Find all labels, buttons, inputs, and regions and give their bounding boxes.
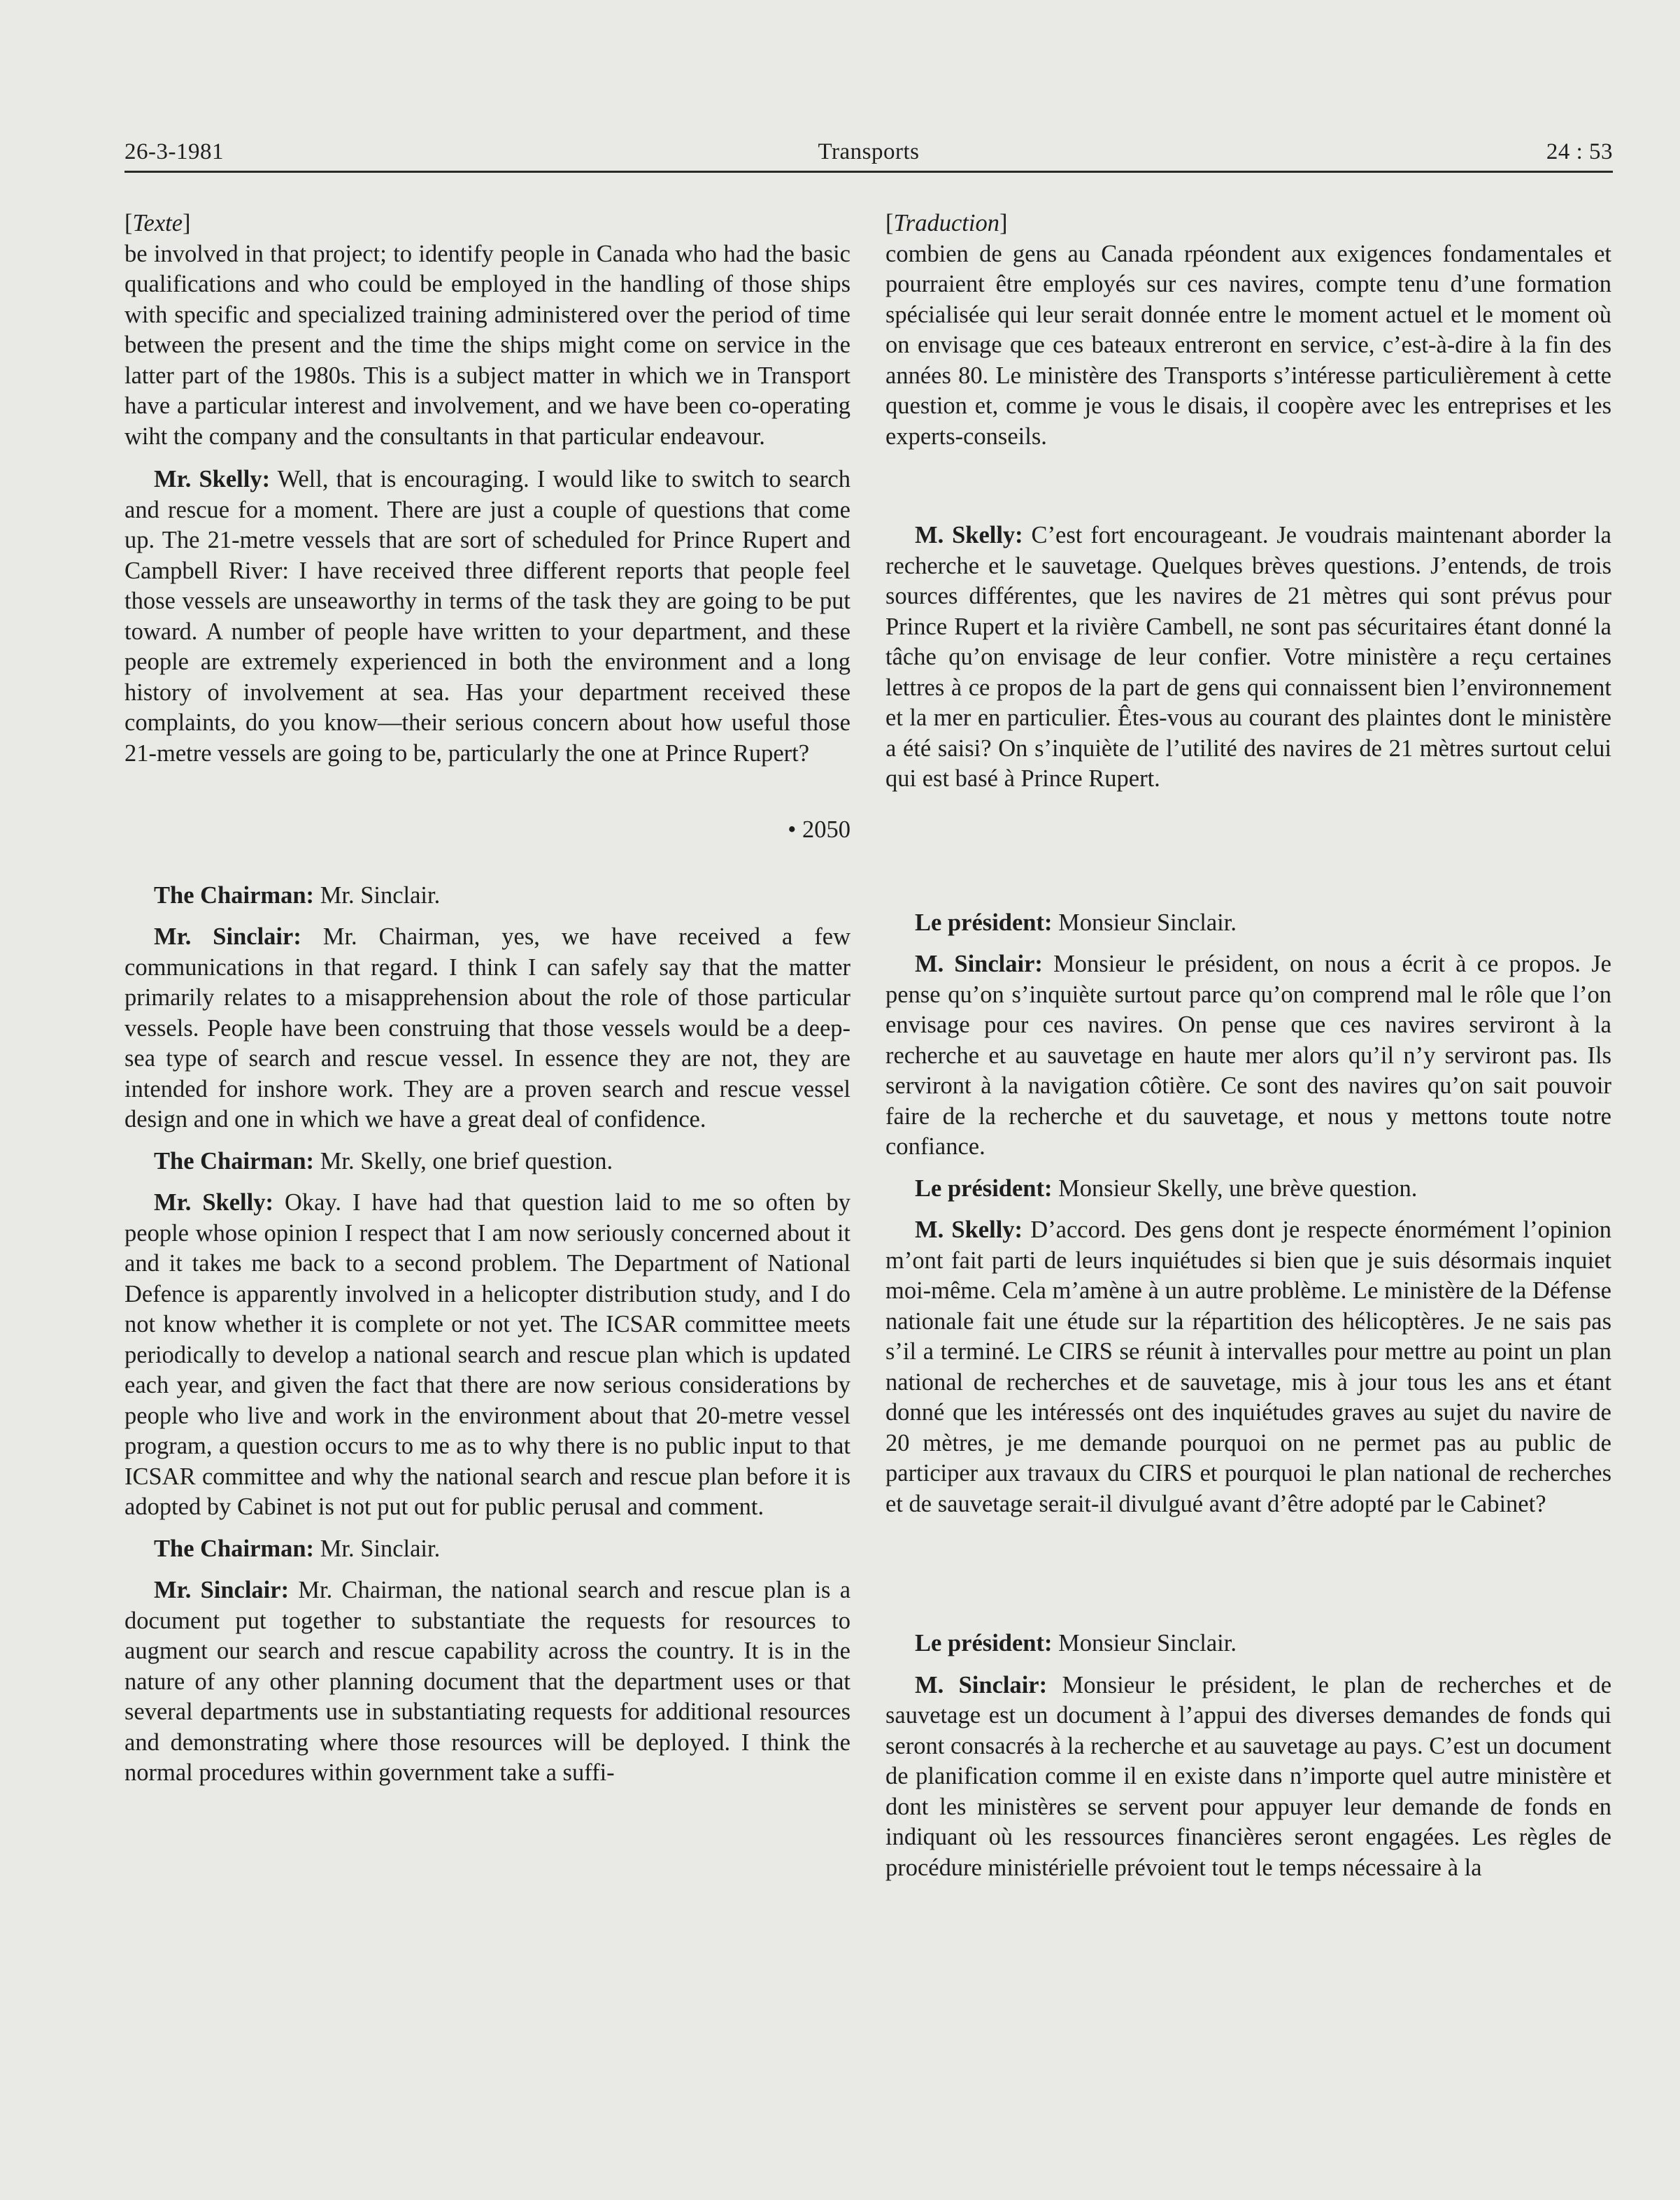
paragraph: Mr. Skelly: Okay. I have had that question laid to me so often by people whose opinion I respect that I am now seriously concerned about it and it takes me back to a second problem. The Department of National Defence is apparently involved in a helicopter distribution study, and I do not know whether it is complete or not yet. The ICSAR committee meets periodically to develop a national search and rescue plan which is updated each year, and given the fact that there are now serious considerations by people who live and work in the environment about that 20-metre vessel program, a question occurs to me as to why there is no public input to that ICSAR committee and why the national search and rescue plan before it is adopted by Cabinet is not put out for public perusal and comment. [124, 1189, 850, 1520]
paragraph: M. Skelly: C’est fort encourageant. Je voudrais maintenant aborder la recherche et le sauvetage. Quelques brèves questions. J’entends, de trois sources différentes, que les navires de 21 mètres qui sont prévus pour Prince Rupert et la rivière Cambell, ne sont pas sécuritaires étant donné la tâche qu’on envisage de leur confier. Votre ministère a reçu certaines lettres à ce propos de la part de gens qui connaissent bien l’environnement et la mer en particulier. Êtes-vous au courant des plaintes dont le ministère a été saisi? On s’inquiète de l’utilité des navires de 21 mètres surtout celui qui est basé à Prince Rupert. [885, 522, 1611, 792]
speaker-label: Mr. Sinclair: [154, 1577, 290, 1603]
paragraph: Le président: Monsieur Sinclair. [915, 1630, 1237, 1656]
paragraph: The Chairman: Mr. Skelly, one brief question. [154, 1147, 613, 1174]
speaker-label: The Chairman: [154, 1147, 315, 1174]
speaker-label: Mr. Sinclair: [154, 923, 301, 950]
speaker-label: The Chairman: [154, 1535, 315, 1562]
english-column [124, 208, 850, 1800]
french-column [885, 208, 1611, 1894]
column-tag-traduction: [Traduction] [885, 210, 1008, 236]
column-tag-texte: [Texte] [124, 210, 191, 236]
paragraph: M. Sinclair: Monsieur le président, on nous a écrit à ce propos. Je pense qu’on s’inquiète surtout parce qu’on comprend mal le rôle que l’on envisage pour ces navires. On pense que ces navires serviront à la recherche et au sauvetage en haute mer alors qu’il n’y serviront pas. Ils serviront à la navigation côtière. Ce sont des navires qu’on sait pouvoir faire de la recherche et du sauvetage, et nous y mettons toute notre confiance. [885, 951, 1611, 1160]
header-title: Transports [818, 139, 920, 164]
paragraph: Mr. Sinclair: Mr. Chairman, the national search and rescue plan is a document put together to substantiate the requests for resources to augment our search and rescue capability across the country. It is in the nature of any other planning document that the department uses or that several departments use in substantiating requests for additional resources and demonstrating where those resources will be deployed. I think the normal procedures within government take a suffi- [124, 1577, 851, 1786]
paragraph: Le président: Monsieur Sinclair. [915, 909, 1237, 936]
speaker-label: M. Skelly: [915, 1216, 1023, 1243]
speaker-label: M. Skelly: [915, 522, 1023, 548]
speaker-label: Mr. Skelly: [154, 1189, 273, 1216]
paragraph: combien de gens au Canada rpéondent aux exigences fondamentales et pourraient être employés sur ces navires, compte tenu d’une formation spécialisée qui leur serait donnée entre le moment actuel et le moment où on envisage que ces bateaux entreront en service, c’est-à-dire à la fin des années 80. Le ministère des Transports s’intéresse particulièrement à cette question et, comme je vous le disais, il coopère avec les entreprises et les experts-conseils. [885, 240, 1611, 450]
speaker-label: Mr. Skelly: [154, 466, 271, 492]
speaker-label: M. Sinclair: [915, 1671, 1048, 1698]
paragraph: Mr. Sinclair: Mr. Chairman, yes, we have received a few communications in that regard. I think I can safely say that the matter primarily relates to a misapprehension about the role of those particular vessels. People have been construing that those vessels would be a deep-sea type of search and rescue vessel. In essence they are not, they are intended for inshore work. They are a proven search and rescue vessel design and one in which we have a great deal of confidence. [124, 923, 850, 1133]
header-date: 26-3-1981 [124, 139, 224, 164]
paragraph: Mr. Skelly: Well, that is encouraging. I would like to switch to search and rescue for a moment. There are just a couple of questions that come up. The 21-metre vessels that are sort of scheduled for Prince Rupert and Campbell River: I have received three different reports that people feel those vessels are unseaworthy in terms of the task they are going to be put toward. A number of people have written to your department, and these people are extremely experienced in both the environment and a long history of involvement at sea. Has your department received these complaints, do you know—their serious concern about how useful those 21-metre vessels are going to be, particularly the one at Prince Rupert? [124, 466, 850, 767]
speaker-label: M. Sinclair: [915, 951, 1043, 977]
header-page-number: 24 : 53 [1546, 139, 1613, 164]
paragraph: The Chairman: Mr. Sinclair. [154, 1535, 441, 1562]
paragraph: be involved in that project; to identify people in Canada who had the basic qualifications and who could be employed in the handling of those ships with specific and specialized training administered over the period of time between the present and the time the ships might come on service in the latter part of the 1980s. This is a subject matter in which we in Transport have a particular interest and involvement, and we have been co-operating wiht the company and the consultants in that particular endeavour. [124, 240, 850, 450]
paragraph: M. Skelly: D’accord. Des gens dont je respecte énormément l’opinion m’ont fait parti de leurs inquiétudes si bien que je suis désormais inquiet moi-même. Cela m’amène à un autre problème. Le ministère de la Défense nationale fait une étude sur la répartition des hélicoptères. Je ne sais pas s’il a terminé. Le CIRS se réunit à intervalles pour mettre au point un plan national de recherches et de sauvetage, mis à jour tous les ans et étant donné que les intéressés ont des inquiétudes graves au sujet du navire de 20 mètres, je me demande pourquoi on ne permet pas au public de participer aux travaux du CIRS et pourquoi le plan national de recherches et de sauvetage serait-il divulgué avant d’être adopté par le Cabinet? [885, 1216, 1611, 1517]
paragraph: M. Sinclair: Monsieur le président, le plan de recherches et de sauvetage est un document à l’appui des diverses demandes de fonds qui seront consacrés à la recherche et au sauvetage au pays. C’est un document de planification comme il en existe dans n’importe quel autre ministère et dont les ministères se servent pour appuyer leur demande de fonds en indiquant où les ressources financières seront engagées. Les règles de procédure ministérielle prévoient tout le temps nécessaire à la [885, 1671, 1612, 1881]
paragraph: The Chairman: Mr. Sinclair. [154, 881, 441, 909]
speaker-label: Le président: [915, 909, 1053, 936]
paragraph: Le président: Monsieur Skelly, une brève question. [915, 1174, 1418, 1202]
speaker-label: Le président: [915, 1174, 1053, 1202]
page-header [124, 130, 1613, 173]
time-marker: • 2050 [788, 816, 850, 843]
speaker-label: The Chairman: [154, 881, 315, 909]
speaker-label: Le président: [915, 1630, 1053, 1656]
